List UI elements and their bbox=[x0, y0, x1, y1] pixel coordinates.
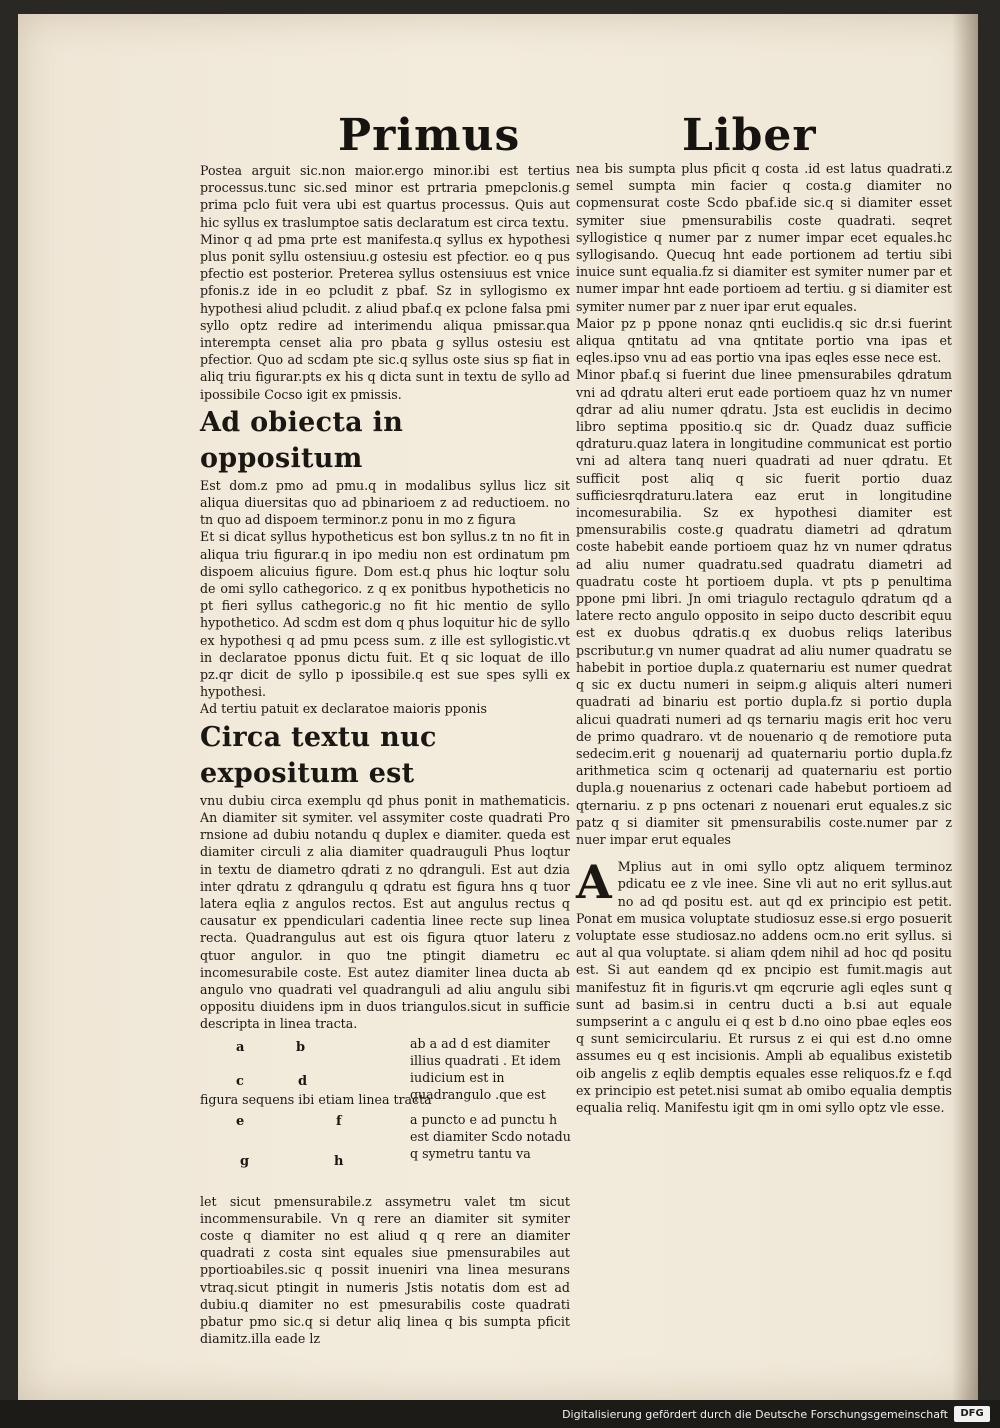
right-paragraph-1: nea bis sumpta plus pficit q costa .id est latus quadrati.z semel sumpta min facier q costa.g diamiter no copmensurat coste Scdo pbaf.ide sic.q si diamiter esset symiter siue pmensurabilis coste quadrati. seqret syllogistice q numer par z numer impar ecet equales.hc syllogisando. Quecuq hnt eade portionem ad tertiu sibi inuice sunt equalia.fz si diamiter est symiter numer par et numer impar hnt eade portioem ad tertiu. g si diamiter est symiter numer par z nuer ipar erut equales. bbox=[576, 161, 952, 314]
running-head-right: Liber bbox=[682, 110, 817, 161]
diagram-caption-2: a puncto e ad punctu h est diamiter Scdo notadu q symetru tantu va bbox=[410, 1111, 571, 1161]
right-column bbox=[576, 160, 952, 1116]
running-head-left: Primus bbox=[338, 110, 521, 161]
diagram-label-f: f bbox=[336, 1113, 342, 1129]
right-paragraph-4 bbox=[576, 855, 952, 1116]
diagram-label-g: g bbox=[240, 1153, 250, 1169]
right-paragraph-4-text: Mplius aut in omi syllo optz aliquem terminoz pdicatu ee z vle inee. Sine vli aut no erit syllus.aut no ad qd positu est. aut qd ex principio est petit. Ponat em musica voluptate studiosuz esse.si ergo posuerit voluptate esse studiosaz.no addens ocm.no erit syllus. si aut al qua voluptate. si aliam qdem nihil ad hoc qd positu est. Si aut eandem qd ex pncipio est fumit.magis aut manifestuz fit in figuris.vt qm eqcrurie agli eqles sunt q sunt ad basim.si in centru ducti a b.si aut equale sumpserint a c angulu ei q est b d.no oino pbae eqles eos q sunt semicirculariu. Et rursus z ei qui est d.no omne assumes eu q est incisionis. Ampli ab equalibus existetib oib angelis z eqlib demptis equales esse reliquos.fz e f.qd ex principio est petet.nisi sumat ab omibo equalia demptis equalia reliq. Manifestu igit qm in omi syllo optz vle esse. bbox=[576, 859, 952, 1115]
diagram-figure-caption: figura sequens ibi etiam linea tracta bbox=[200, 1091, 432, 1107]
section-heading-objections: Ad obiecta in oppositum bbox=[200, 406, 404, 474]
right-paragraph-2: Maior pz p ppone nonaz qnti euclidis.q sic dr.si fuerint aliqua qntitatu ad vna qntitate portio vna ipas et eqles.ipso vnu ad eas portio vna ipas eqles esse nece est. bbox=[576, 315, 952, 366]
right-paragraph-3: Minor pbaf.q si fuerint due linee pmensurabiles qdratum vni ad qdratu alteri erut eade portioem quaz hz vn numer qdrar ad aliu numer qdratu. Jsta est euclidis in decimo libro septima ppositio.q sic dr. Quadz duaz sufficie qdraturu.quaz latera in longitudine communicat est portio vni ad altera tanq nueri quadrati ad nuer qdratu. Et sufficit post aliq q sic fuerit portio duaz sufficiesrqdraturu.latera eaz erut in longitudine incomesurabilia. Sz ex hypothesi diamiter est pmensurabilis coste.g quadratu diametri ad qdratum coste habebit eande portioem quaz hz vn numer qdratus ad aliu numer quadratu.sed quadratu diametri ad quadratu coste ht portioem dupla. vt pts p penultima ppone pmi libri. Jn omi triagulo rectagulo qdratum qd a latere recto angulo opposito in seipo ducto describit equu est ex duobus qdratis.q ex duobus reliqs lateribus pscributur.g vn numer quadrat ad aliu numer quadratu se habebit in portioe dupla.z quaternariu est numer quedrat q sic ex ductu numeri in seipm.g aliquis alteri numeri quadrati ad binariu est portio dupla.fz si portio dupla alicui quadrati numeri ad qs ternariu magis erit hoc veru de primo quadraro. vt de nouenario q de remotiore puta sedecim.erit g nouenarij ad quaternariu portio dupla.fz arithmetica scim q octenarij ad quaternariu est portio dupla.g nouenarius z octenari cade habebut portioem ad qternariu. z p pns octenari z nouenari erut equales.z sic patz q si diamiter sit pmensurabilis coste.numer par z nuer impar erut equales bbox=[576, 367, 952, 847]
page-gutter-shadow bbox=[952, 14, 978, 1400]
left-paragraph-2: Minor q ad pma prte est manifesta.q syllus ex hypothesi plus ponit syllu ostensiuu.g ostesiu est pfectior. eo q pus pfectio est posterior. Preterea syllus ostensiuus est vnice pfonis.z ide in eo pcludit z pbaf. Sz in syllogismo ex hypothesi aliud pcludit. z aliud pbaf.q ex pclone falsa pmi syllo optz redire ad interimendu aliqua pmissar.qua interempta censet alia pro pbata g syllus ostesiu est pfectior. Quo ad scdam pte sic.q syllus oste sius sp fiat in aliq triu figurar.pts ex his q dicta sunt in textu de syllo ad ipossibile Cocso igit ex pmissis. bbox=[200, 231, 570, 402]
left-paragraph-3: Est dom.z pmo ad pmu.q in modalibus syllus licz sit aliqua diuersitas quo ad pbinarioem z ad reductioem. no tn quo ad dispoem terminor.z ponu in mo z figura bbox=[200, 477, 570, 528]
left-paragraph-6: vnu dubiu circa exemplu qd phus ponit in mathematicis. An diamiter sit symiter. vel assymiter coste quadrati Pro rnsione ad dubiu notandu q duplex e diamiter. queda est diamiter circuli z alia diamiter quadrauguli Phus loqtur in textu de diametro qdrati z no qdranguli. Est aut dzia inter qdratu z qdrangulu q qdratu est figura hns q tuor latera eqlia z angulos rectos. Est aut angulus rectus q causatur ex ppendiculari cadentia linee recte sup linea recta. Quadrangulus aut est ois figura qtuor lateru z qtuor angulor. in quo tne ptingit diametru ec incomesurabile coste. Est autez diamiter linea ducta ab angulo vno quadrati vel quadranguli ad aliu angulu sibi oppositu diuidens ipm in duos triangulos.sicut in sufficie descripta in linea tracta. bbox=[200, 792, 570, 1032]
left-paragraph-1: Postea arguit sic.non maior.ergo minor.ibi est tertius processus.tunc sic.sed minor est prtraria pmepclonis.g prima pclo fuit vera ubi est quartus processus. Quis aut hic syllus ex traslumptoe satis declaratum est circa textu. bbox=[200, 163, 570, 230]
left-paragraph-7: let sicut pmensurabile.z assymetru valet tm sicut incommensurabile. Vn q rere an diamiter sit symiter coste q diamiter no est aliud q q rere an diamiter quadrati z costa sint equales siue pmensurabiles aut pportioabiles.sic q possit inueniri vna linea mesurans vtraq.sicut ptingit in numeris Jstis notatis dom est ad dubiu.q diamiter no est pmesurabilis coste quadrati pbatur pmo sic.q si detur aliq linea q bis sumpta pficit diamitz.illa eade lz bbox=[200, 1193, 570, 1347]
dfg-logo: DFG bbox=[954, 1406, 990, 1422]
diagram-label-h: h bbox=[334, 1153, 344, 1169]
footer-credit-text: Digitalisierung gefördert durch die Deutsche Forschungsgemeinschaft bbox=[562, 1408, 948, 1421]
decorated-initial: A bbox=[576, 855, 612, 910]
left-paragraph-4: Et si dicat syllus hypotheticus est bon syllus.z tn no fit in aliqua triu figurar.q in ipo mediu non est ordinatum pm dispoem alicuius figure. Dom est.q phus hic loqtur solu de omi syllo cathegorico. z q ex ponitbus hypotheticis no pt fieri syllus cathegoric.g no fit hic mentio de syllo hypothetico. Ad scdm est dom q phus loquitur hic de syllo ex hypothesi q ad pmu pcess sum. z ille est syllogistic.vt in declaratoe pponus dictu fuit. Et q sic loquat de illo pz.qr dicit de syllo p ipossibile.q est sue spes sylli ex hypothesi. bbox=[200, 529, 571, 700]
left-column bbox=[200, 162, 570, 1347]
diagram-caption-1: ab a ad d est diamiter illius quadrati . Et idem iudicium est in quadrangulo .que est bbox=[410, 1035, 561, 1103]
diagram-label-b: b bbox=[296, 1039, 306, 1055]
digitization-footer bbox=[0, 1400, 1000, 1428]
section-heading-circa-textu: Circa textu nuc expositum est bbox=[200, 721, 437, 789]
geometry-diagram bbox=[200, 1035, 570, 1191]
diagram-label-c: c bbox=[236, 1073, 244, 1089]
diagram-label-d: d bbox=[298, 1073, 308, 1089]
book-page bbox=[18, 14, 978, 1400]
diagram-label-e: e bbox=[236, 1113, 245, 1129]
diagram-label-a: a bbox=[236, 1039, 245, 1055]
left-paragraph-5: Ad tertiu patuit ex declaratoe maioris pponis bbox=[200, 701, 487, 717]
